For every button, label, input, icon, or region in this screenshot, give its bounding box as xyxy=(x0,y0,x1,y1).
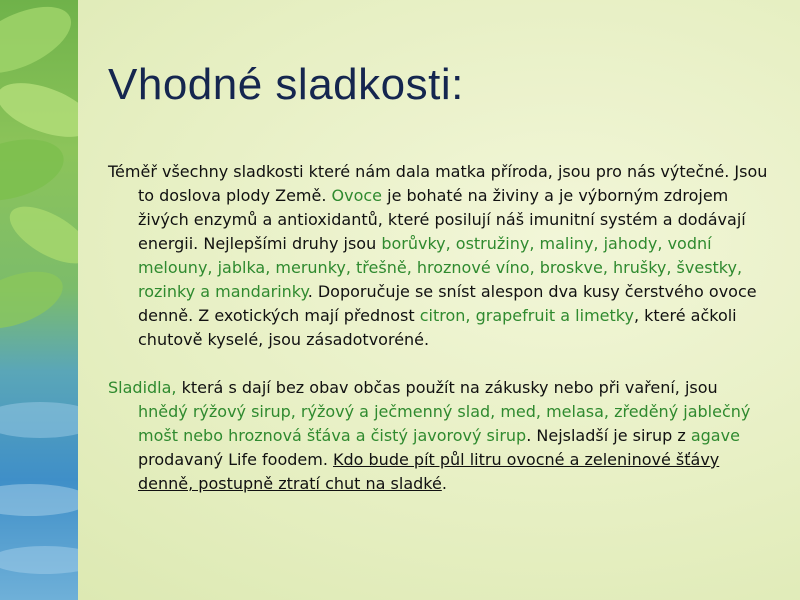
paragraph-sweeteners xyxy=(108,376,768,496)
p1-highlight-ovoce: Ovoce xyxy=(331,186,383,205)
p1-highlight-fruit-list: borůvky, ostružiny, maliny, jahody, vodní melouny, jablka, merunky, třešně, hroznové víno, broskve, hrušky, švestky, rozinky a mandarinky xyxy=(138,234,743,301)
p2-text-2: . Nejsladší je sirup z xyxy=(526,426,691,445)
p1-text-2: je bohaté na živiny a je výborným zdrojem živých enzymů a antioxidantů, které posilují náš imunitní systém a dodávají energii. Nejlepšími druhy jsou xyxy=(138,186,746,253)
p2-underlined-statement: Kdo bude pít půl litru ovocné a zeleninové šťávy denně, postupně ztratí chut na sladké xyxy=(138,450,720,493)
leaf-image xyxy=(0,0,78,600)
p1-highlight-citrus: citron, grapefruit a limetky xyxy=(419,306,634,325)
p2-highlight-sweetener-list: hnědý rýžový sirup, rýžový a ječmenný slad, med, melasa, zředěný jablečný mošt nebo hroznová šťáva a čistý javorový sirup xyxy=(138,402,751,445)
p2-text-3: prodavaný Life foodem. xyxy=(138,450,333,469)
leaf-water-decoration xyxy=(0,0,78,600)
p2-text-1: která s dají bez obav občas použít na zákusky nebo při vaření, jsou xyxy=(176,378,718,397)
p1-text-3: . Doporučuje se sníst alespon dva kusy čerstvého ovoce denně. Z exotických mají přednost xyxy=(138,282,757,325)
p1-text-4: , které ačkoli chutově kyselé, jsou zásadotvoréné. xyxy=(138,306,737,349)
p1-text-1: Téměř všechny sladkosti které nám dala matka příroda, jsou pro nás výtečné. Jsou to doslova plody Země. xyxy=(108,162,768,205)
slide-title: Vhodné sladkosti: xyxy=(108,60,464,109)
p2-text-4: . xyxy=(441,474,447,493)
paragraph-fruit xyxy=(108,160,768,352)
p2-highlight-sladidla: Sladidla, xyxy=(108,378,177,397)
slide-body xyxy=(108,160,768,496)
p2-highlight-agave: agave xyxy=(690,426,740,445)
